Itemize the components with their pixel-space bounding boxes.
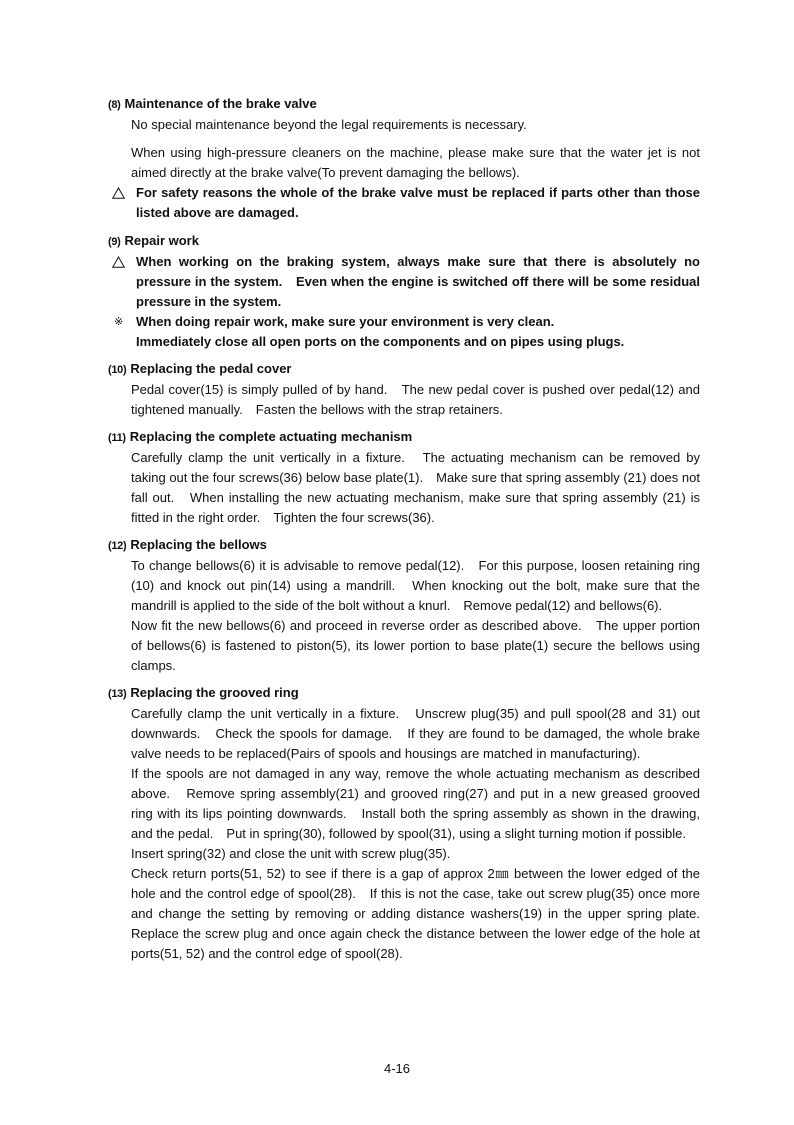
- warning-text: For safety reasons the whole of the brake valve must be replaced if parts other than those listed above are damaged.: [136, 185, 700, 220]
- note-text: [136, 312, 700, 352]
- paragraph: Carefully clamp the unit vertically in a fixture. Unscrew plug(35) and pull spool(28 and 31) out downwards. Check the spools for damage. If they are found to be damaged, the whole brake valve needs to be replaced(Pairs of spools and housings are matched in manufacturing).: [131, 706, 700, 761]
- section-repair-work: [108, 231, 700, 352]
- paragraph: Check return ports(51, 52) to see if there is a gap of approx 2㎜ between the lower edged of the hole and the control edge of spool(28). If this is not the case, take out screw plug(35) once more and change the setting by removing or adding distance washers(19) in the upper spring plate. Replace the screw plug and once again check the distance between the lower edge of the hole at ports(51, 52) and the control edge of spool(28).: [131, 866, 714, 961]
- section-maintenance: [108, 94, 700, 223]
- safety-warning: [108, 252, 700, 312]
- section-number: (12): [108, 540, 127, 552]
- paragraph: When using high-pressure cleaners on the machine, please make sure that the water jet is not aimed directly at the brake valve(To prevent damaging the bellows).: [131, 145, 700, 180]
- section-number: (9): [108, 236, 121, 248]
- section-heading: [108, 359, 700, 380]
- paragraph: To change bellows(6) it is advisable to remove pedal(12). For this purpose, loosen retaining ring (10) and knock out pin(14) using a mandrill. When knocking out the bolt, make sure that the mandrill is applied to the side of the bolt without a knurl. Remove pedal(12) and bellows(6).: [131, 558, 700, 613]
- note: [108, 312, 700, 352]
- section-actuating-mechanism: [108, 427, 700, 528]
- paragraph: Insert spring(32) and close the unit with screw plug(35).: [131, 846, 451, 861]
- section-grooved-ring: [108, 683, 714, 964]
- section-title: Repair work: [124, 233, 199, 248]
- section-heading: [108, 683, 700, 704]
- section-bellows: [108, 535, 700, 676]
- section-pedal-cover: [108, 359, 700, 420]
- section-title: Replacing the grooved ring: [130, 685, 299, 700]
- section-number: (13): [108, 688, 127, 700]
- section-title: Replacing the pedal cover: [130, 361, 292, 376]
- section-heading: [108, 535, 700, 556]
- section-heading: [108, 231, 700, 252]
- warning-triangle-icon: [108, 183, 136, 223]
- section-number: (11): [108, 432, 126, 444]
- section-heading: [108, 427, 700, 448]
- section-number: (10): [108, 364, 127, 376]
- warning-triangle-icon: [108, 252, 136, 312]
- paragraph: Now fit the new bellows(6) and proceed in reverse order as described above. The upper portion of bellows(6) is fastened to piston(5), its lower portion to base plate(1) secure the bellows using clamps.: [131, 618, 700, 673]
- section-number: (8): [108, 99, 121, 111]
- note-line: When doing repair work, make sure your environment is very clean.: [136, 314, 555, 329]
- section-title: Replacing the bellows: [130, 537, 267, 552]
- page-number: 4-16: [383, 1061, 411, 1076]
- section-title: Maintenance of the brake valve: [124, 96, 317, 111]
- safety-warning: [108, 183, 700, 223]
- paragraph: If the spools are not damaged in any way, remove the whole actuating mechanism as described above. Remove spring assembly(21) and grooved ring(27) and put in a new greased grooved ring with its lips pointing downwards. Install both the spring assembly as shown in the drawing, and the pedal. Put in spring(30), followed by spool(31), using a slight turning motion if possible.: [131, 766, 700, 841]
- reference-mark-icon: ※: [114, 316, 124, 328]
- paragraph: No special maintenance beyond the legal requirements is necessary.: [131, 117, 527, 132]
- note-line: Immediately close all open ports on the components and on pipes using plugs.: [136, 334, 625, 349]
- section-heading: [108, 94, 700, 115]
- paragraph: Carefully clamp the unit vertically in a fixture. The actuating mechanism can be removed by taking out the four screws(36) below base plate(1). Make sure that spring assembly (21) does not fall out. When installing the new actuating mechanism, make sure that spring assembly (21) is fitted in the right order. Tighten the four screws(36).: [131, 450, 700, 525]
- section-title: Replacing the complete actuating mechanism: [129, 429, 413, 444]
- paragraph: Pedal cover(15) is simply pulled of by hand. The new pedal cover is pushed over pedal(12) and tightened manually. Fasten the bellows with the strap retainers.: [131, 382, 700, 417]
- warning-text: When working on the braking system, always make sure that there is absolutely no pressure in the system. Even when the engine is switched off there will be some residual pressure in the system.: [136, 254, 700, 309]
